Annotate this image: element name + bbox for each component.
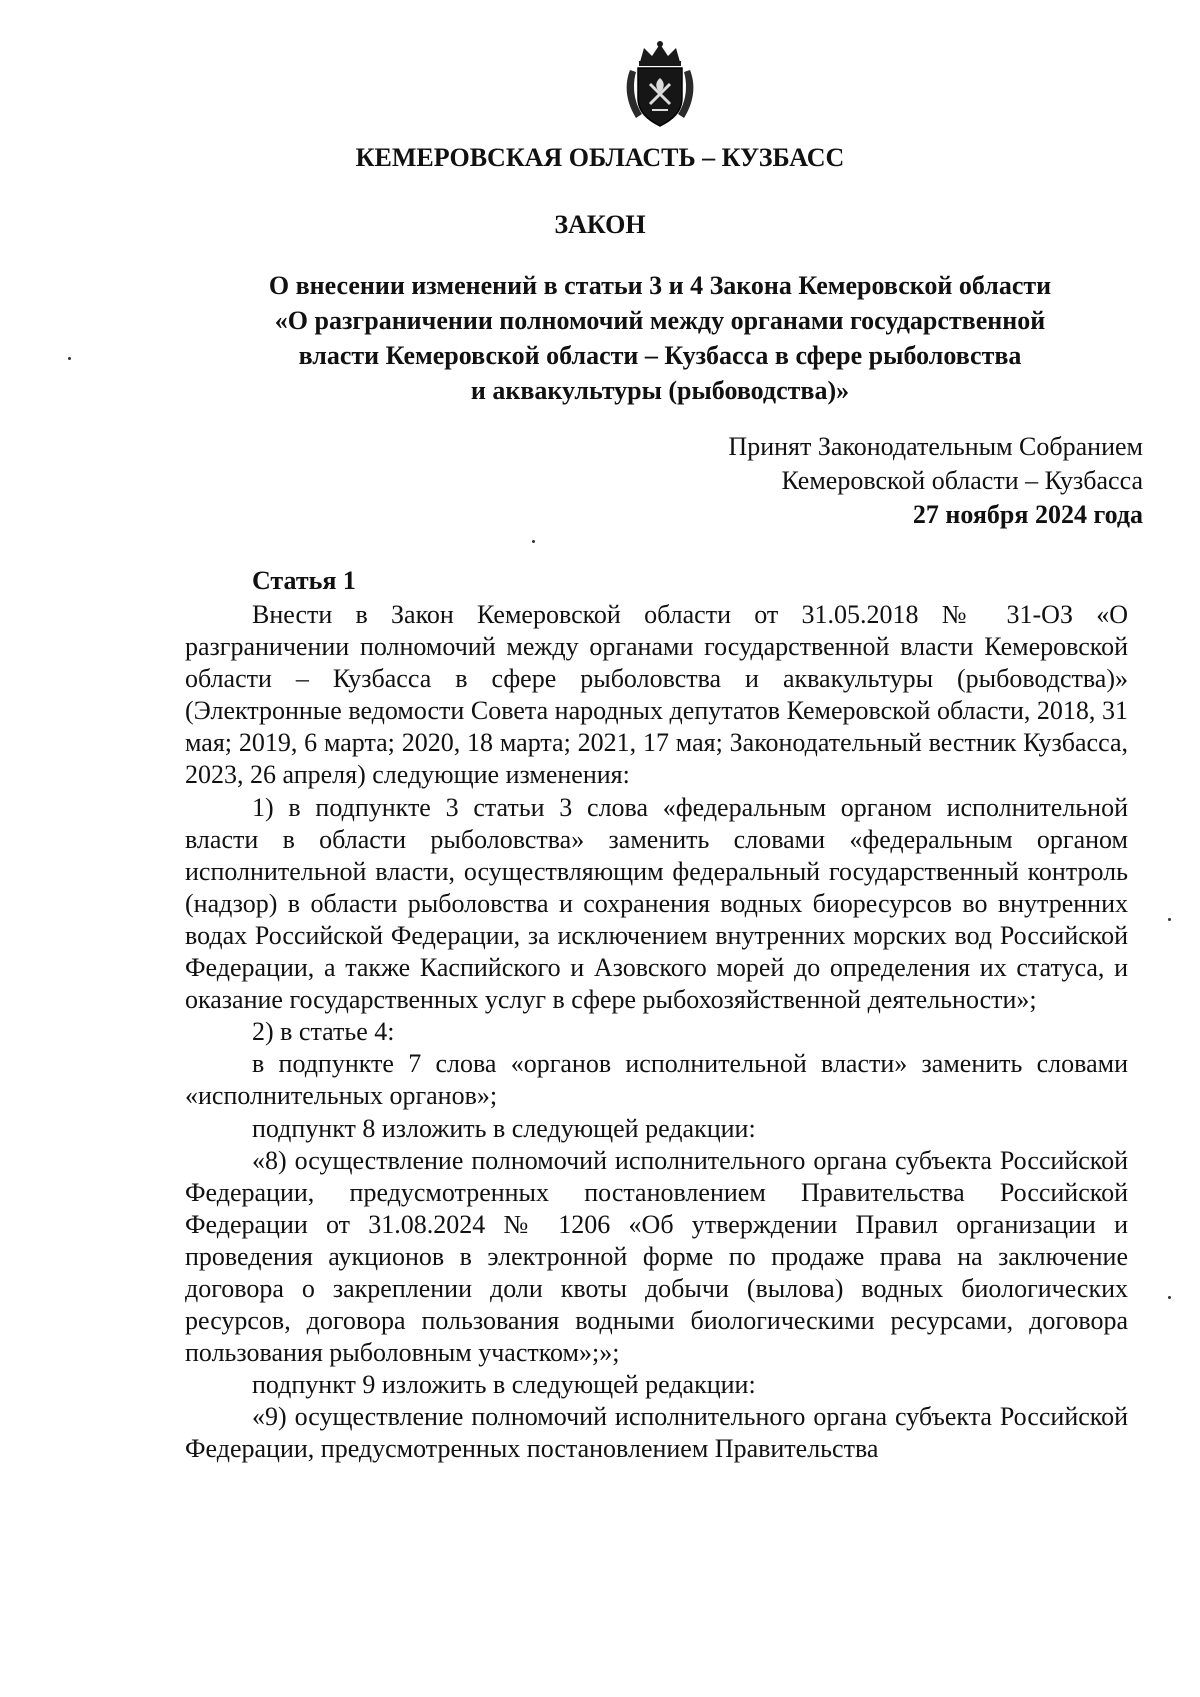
scan-speck: [68, 357, 71, 360]
scan-speck: [532, 540, 535, 543]
article-paragraph: «9) осуществление полномочий исполнительного органа субъекта Российской Федерации, предусмотренных постановлением Правительства: [185, 1402, 1128, 1464]
law-title-line: и аквакультуры (рыбоводства)»: [470, 376, 850, 405]
adoption-line: Кемеровской области – Кузбасса: [781, 466, 1143, 495]
article-paragraph: подпункт 8 изложить в следующей редакции:: [252, 1113, 756, 1143]
article-paragraph: 2) в статье 4:: [252, 1017, 395, 1047]
document-type: ЗАКОН: [554, 210, 646, 239]
adoption-block: [600, 430, 1143, 532]
adoption-line: Принят Законодательным Собранием: [728, 432, 1143, 461]
adoption-date: 27 ноября 2024 года: [912, 500, 1143, 529]
law-title-line: власти Кемеровской области – Кузбасса в сфере рыболовства: [298, 341, 1022, 370]
law-title: [230, 268, 1090, 408]
law-title-line: О внесении изменений в статьи 3 и 4 Закона Кемеровской области: [268, 271, 1052, 300]
scan-speck: [1168, 1296, 1171, 1299]
article-paragraph: 1) в подпункте 3 статьи 3 слова «федеральным органом исполнительной власти в области рыболовства» заменить словами «федеральным органом исполнительной власти, осуществляющим федеральный государственный контроль (надзор) в области рыболовства и сохранения водных биоресурсов во внутренних водах Российской Федерации, за исключением внутренних морских вод Российской Федерации, а также Каспийского и Азовского морей до определения их статуса, и оказание государственных услуг в сфере рыбохозяйственной деятельности»;: [185, 792, 1128, 1015]
law-title-line: «О разграничении полномочий между органами государственной: [274, 306, 1046, 335]
coat-of-arms-emblem-icon: [622, 40, 698, 130]
article-paragraph: Внести в Закон Кемеровской области от 31.05.2018 № 31-ОЗ «О разграничении полномочий между органами государственной власти Кемеровской области – Кузбасса в сфере рыболовства и аквакультуры (рыбоводства)» (Электронные ведомости Совета народных депутатов Кемеровской области, 2018, 31 мая; 2019, 6 марта; 2020, 18 марта; 2021, 17 мая; Законодательный вестник Кузбасса, 2023, 26 апреля) следующие изменения:: [185, 600, 1128, 790]
article-paragraph: в подпункте 7 слова «органов исполнительной власти» заменить словами «исполнительных органов»;: [185, 1049, 1128, 1111]
scan-speck: [1168, 918, 1171, 921]
article-paragraph: подпункт 9 изложить в следующей редакции:: [252, 1370, 756, 1400]
article-heading: Статья 1: [252, 566, 356, 595]
region-name: КЕМЕРОВСКАЯ ОБЛАСТЬ – КУЗБАСС: [355, 143, 845, 172]
article-paragraph: «8) осуществление полномочий исполнительного органа субъекта Российской Федерации, предусмотренных постановлением Правительства Российской Федерации от 31.08.2024 № 1206 «Об утверждении Правил организации и проведения аукционов в электронной форме по продаже права на заключение договора о закреплении доли квоты добычи (вылова) водных биологических ресурсов, договора пользования водными биологическими ресурсами, договора пользования рыболовным участком»;»;: [185, 1145, 1128, 1368]
article-body: [185, 599, 1128, 1466]
